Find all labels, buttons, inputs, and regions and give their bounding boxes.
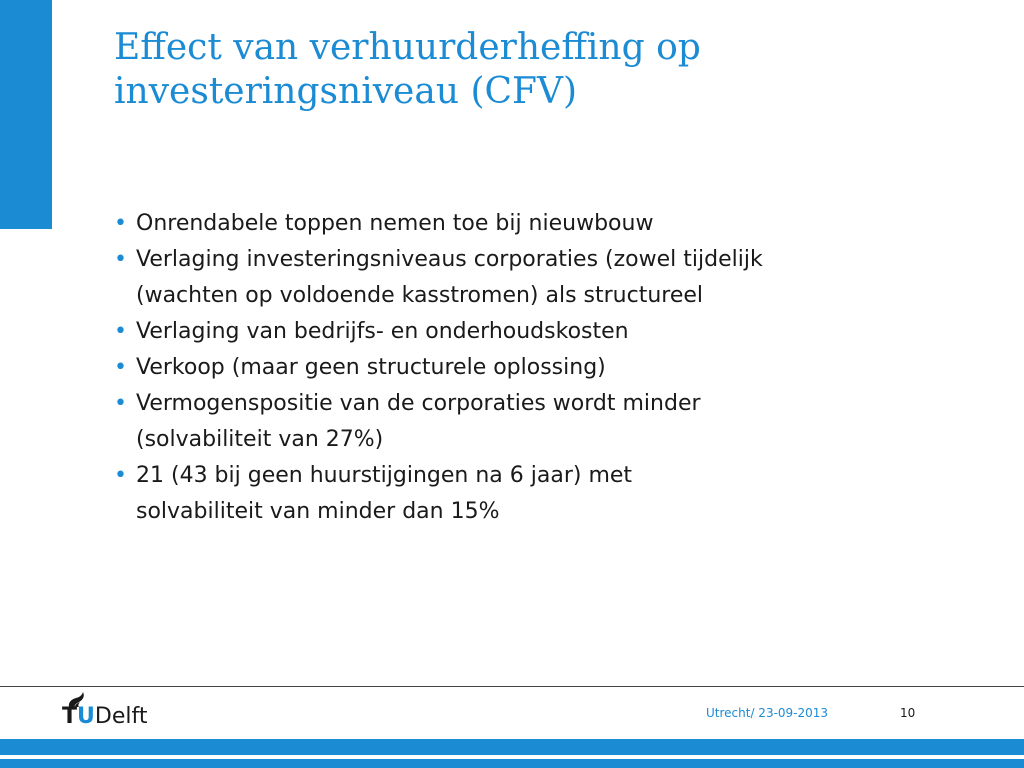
bullet-item: [114, 314, 874, 350]
logo-wordmark: [62, 704, 147, 730]
bullet-text: [136, 458, 874, 530]
logo-delft-text: Delft: [94, 704, 148, 729]
bullet-item: [114, 386, 874, 458]
footer-divider: [0, 686, 1024, 687]
bullet-line: Verkoop (maar geen structurele oplossing): [136, 355, 606, 380]
tu-delft-logo: [62, 692, 172, 736]
bullet-line: solvabiliteit van minder dan 15%: [136, 499, 500, 524]
bottom-band: [0, 739, 1024, 755]
logo-letter-t: T: [62, 704, 78, 729]
accent-block: [0, 0, 52, 229]
bullet-line: (solvabiliteit van 27%): [136, 427, 384, 452]
bullet-text: [136, 350, 874, 386]
bullet-text: [136, 386, 874, 458]
logo-letter-u: U: [77, 704, 95, 729]
bullet-item: [114, 350, 874, 386]
bullet-item: [114, 206, 874, 242]
bullet-text: [136, 314, 874, 350]
bullet-line: Onrendabele toppen nemen toe bij nieuwbouw: [136, 211, 654, 236]
bullet-line: 21 (43 bij geen huurstijgingen na 6 jaar) met: [136, 463, 633, 488]
bullet-text: [136, 206, 874, 242]
bullet-dot-icon: •: [114, 391, 127, 416]
bullet-item: [114, 458, 874, 530]
bullet-line: Vermogenspositie van de corporaties wordt minder: [136, 391, 701, 416]
slide-title: [114, 26, 974, 114]
bullet-line: Verlaging investeringsniveaus corporaties (zowel tijdelijk: [136, 247, 763, 272]
slide-title-line-1: Effect van verhuurderheffing op: [114, 27, 701, 68]
footer-location-date: Utrecht/ 23-09-2013: [706, 706, 829, 720]
bullet-dot-icon: •: [114, 211, 127, 236]
page-number: 10: [900, 706, 916, 720]
bullet-line: Verlaging van bedrijfs- en onderhoudskosten: [136, 319, 629, 344]
bullet-dot-icon: •: [114, 247, 127, 272]
bullet-text: [136, 242, 874, 314]
bullet-dot-icon: •: [114, 463, 127, 488]
bullet-dot-icon: •: [114, 355, 127, 380]
bullet-item: [114, 242, 874, 314]
bullet-list: [114, 206, 874, 530]
slide-title-line-2: investeringsniveau (CFV): [114, 71, 578, 112]
bottom-band-lower: [0, 759, 1024, 768]
bullet-line: (wachten op voldoende kasstromen) als structureel: [136, 283, 704, 308]
bullet-dot-icon: •: [114, 319, 127, 344]
